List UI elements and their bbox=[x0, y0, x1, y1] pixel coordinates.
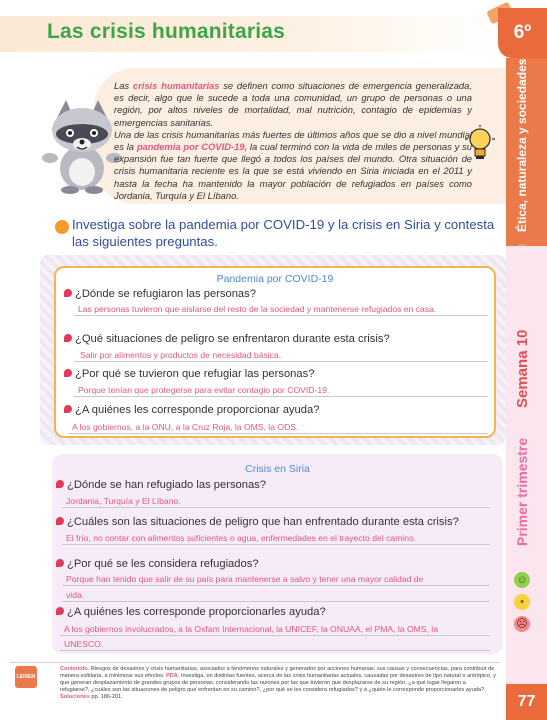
covid-question-3: ¿Por qué se tuvieron que refugiar las personas? bbox=[64, 368, 314, 380]
siria-answer-4-cont[interactable]: UNESCO. bbox=[64, 639, 104, 649]
page-header bbox=[0, 0, 547, 62]
siria-question-1: ¿Dónde se han refugiado las personas? bbox=[56, 479, 266, 491]
answer-line bbox=[62, 585, 490, 586]
siria-question-2: ¿Cuáles son las situaciones de peligro que han enfrentado durante esta crisis? bbox=[56, 516, 459, 528]
covid-answer-2[interactable]: Salir por alimentos y productos de necesidad básica. bbox=[80, 350, 282, 360]
siria-answer-4[interactable]: A los gobiernos involucrados, a la Oxfam Internacional, la UNICEF, la ONUAA, el PMA, la OMS, la bbox=[64, 624, 438, 634]
answer-line bbox=[62, 544, 490, 545]
covid-answer-1[interactable]: Las personas tuvieron que aislarse del resto de la sociedad y mantenerse refugiados en casa. bbox=[78, 304, 437, 314]
intro-text bbox=[114, 80, 472, 202]
page-number: 77 bbox=[506, 684, 547, 720]
subject-label: Ética, naturaleza y sociedades bbox=[515, 58, 529, 232]
siria-title: Crisis en Siria bbox=[245, 463, 310, 475]
grade-tab: 6º bbox=[498, 8, 547, 58]
bullet-icon bbox=[64, 369, 72, 377]
smiley-icon bbox=[55, 220, 69, 234]
siria-question-4: ¿A quiénes les corresponde proporcionarles ayuda? bbox=[56, 606, 326, 618]
publisher-logo: LEIREM bbox=[15, 666, 37, 688]
bullet-icon bbox=[56, 480, 64, 488]
bullet-icon bbox=[64, 334, 72, 342]
answer-line bbox=[62, 601, 490, 602]
instruction: Investiga sobre la pandemia por COVID-19 y la crisis en Siria y contesta las siguientes preguntas. bbox=[72, 217, 495, 249]
happy-face-icon[interactable]: ☺ bbox=[514, 572, 530, 588]
bullet-icon bbox=[56, 607, 64, 615]
answer-line bbox=[74, 396, 488, 397]
neutral-face-icon[interactable]: • bbox=[514, 594, 530, 610]
siria-answer-3-cont[interactable]: vida. bbox=[66, 590, 85, 600]
answer-line bbox=[60, 635, 490, 636]
siria-answer-2[interactable]: El frío, no contar con alimentos suficientes o agua, enfermedades en el trayecto del camino. bbox=[66, 533, 417, 543]
bullet-icon bbox=[56, 559, 64, 567]
week-label: Semana 10 bbox=[514, 329, 531, 408]
covid-question-1: ¿Dónde se refugiaron las personas? bbox=[64, 288, 256, 300]
siria-answer-1[interactable]: Jordania, Turquía y El Líbano. bbox=[66, 496, 181, 506]
intro-paragraph-2: Una de las crisis humanitarias más fuertes de últimos años que se dio a nivel mundial es la pandemia por COVID-19, la cual terminó con la vida de miles de personas y su expansión fue tan fuerte que llegó a todos los países del mundo. Otra situación de crisis humanitaria reciente es la que se está viviendo en Siria iniciada en el 2011 y hasta la fecha ha mantenido la mayor población de refugiados en países como Jordania, Turquía y El Líbano. bbox=[114, 128, 472, 201]
siria-question-3: ¿Por qué se les considera refugiados? bbox=[56, 558, 259, 570]
term-label: Primer trimestre bbox=[514, 437, 530, 546]
covid-question-2: ¿Qué situaciones de peligro se enfrentaron durante esta crisis? bbox=[64, 333, 390, 345]
bullet-icon bbox=[64, 405, 72, 413]
covid-answer-4[interactable]: A los gobiernos, a la ONU, a la Cruz Roja, la OMS, la ODS. bbox=[72, 422, 299, 432]
page-title: Las crisis humanitarias bbox=[47, 20, 286, 43]
answer-line bbox=[60, 650, 490, 651]
answer-line bbox=[74, 361, 488, 362]
answer-line bbox=[68, 433, 488, 434]
intro-paragraph-1: Las crisis humanitarias se definen como situaciones de emergencia generalizada, es decir, algo que le sucede a toda una comunidad, un grupo de personas o una región, por altos niveles de mortalidad, mal nutrición, contagio de epidemias y emergencias sanitarias. bbox=[114, 80, 472, 128]
footer-text: Contenido. Riesgos de desastres y crisis humanitarias, asociados a fenómenos naturales y generados por acciones humanas: sus causas y consecuencias, para contribuir de manera solidaria, a minimizar sus efectos. PDA. Investiga, en distintas fuentes, acerca de las crisis humanitarias actuales, causadas por desastres de tipo natural o antrópico, y que generan desplazamiento de grandes grupos de personas, considerando las razones por las que tuvieron que desplazarse de su región, ¿a qué lugar llegaron a refugiarse?, ¿cuáles son las situaciones de peligro que enfrentan en su camino?, ¿por qué se les considera refugiados? y a ¿quién le corresponde proporcionarles ayuda?. Soluciones pp. 186-201. bbox=[60, 666, 496, 700]
heart-icon: ♡ bbox=[517, 243, 527, 255]
raccoon-icon bbox=[38, 98, 126, 194]
covid-question-4: ¿A quiénes les corresponde proporcionar ayuda? bbox=[64, 404, 319, 416]
sad-face-icon[interactable]: ☹ bbox=[514, 616, 530, 632]
bullet-icon bbox=[56, 517, 64, 525]
answer-line bbox=[62, 507, 490, 508]
footer-divider bbox=[10, 662, 500, 663]
bullet-icon bbox=[64, 289, 72, 297]
answer-line bbox=[74, 315, 488, 316]
covid-answer-3[interactable]: Porque tenían que protegerse para evitar contagio por COVID-19. bbox=[78, 385, 330, 395]
siria-answer-3[interactable]: Porque han tenido que salir de su país para mantenerse a salvo y tener una mayor calidad de bbox=[66, 574, 424, 584]
covid-title: Pandemia por COVID-19 bbox=[216, 273, 334, 285]
